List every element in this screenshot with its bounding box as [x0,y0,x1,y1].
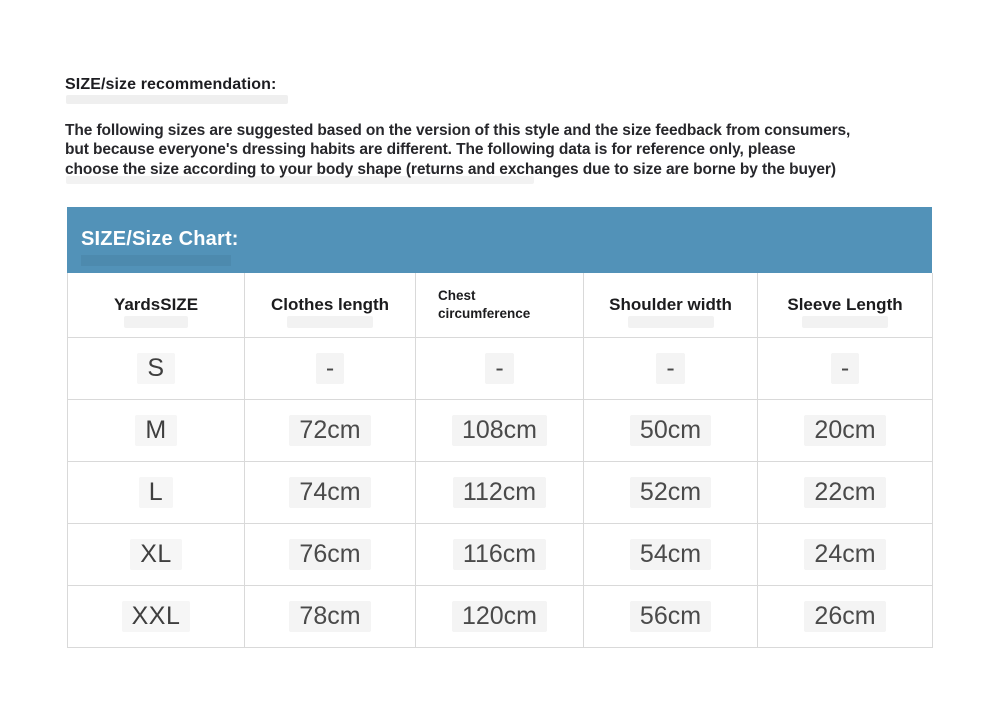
size-cell: XL [68,524,245,586]
column-header-chest-circumference [416,273,584,338]
value-cell: 56cm [584,586,758,648]
size-chart-title-bar [67,207,932,273]
translation-ghost [124,316,188,328]
value-cell: 52cm [584,462,758,524]
value-cell: - [245,338,416,400]
size-chart-title: SIZE/Size Chart: [81,228,239,250]
table-row-s [68,338,933,400]
translation-ghost [287,316,373,328]
description-line: choose the size according to your body shape (returns and exchanges due to size are borne by the buyer) [65,160,836,178]
value-cell: 72cm [245,400,416,462]
value-cell: 78cm [245,586,416,648]
table-row-l [68,462,933,524]
value-cell: 26cm [758,586,933,648]
value-cell: - [758,338,933,400]
value-cell: 24cm [758,524,933,586]
size-description [65,121,965,179]
table-header-row [68,273,933,338]
value-cell: 54cm [584,524,758,586]
translation-ghost [81,255,231,266]
size-cell: S [68,338,245,400]
value-cell: 108cm [416,400,584,462]
description-line: The following sizes are suggested based on the version of this style and the size feedback from consumers, [65,122,851,139]
column-header-yards-size [68,273,245,338]
value-cell: 50cm [584,400,758,462]
column-header-clothes-length [245,273,416,338]
column-header-shoulder-width [584,273,758,338]
size-cell: XXL [68,586,245,648]
value-cell: - [416,338,584,400]
value-cell: 76cm [245,524,416,586]
translation-ghost [802,316,888,328]
size-cell: L [68,462,245,524]
value-cell: 120cm [416,586,584,648]
column-header-label: Sleeve Length [787,295,903,314]
table-row-xl [68,524,933,586]
value-cell: 22cm [758,462,933,524]
description-line: but because everyone's dressing habits are different. The following data is for reference only, please [65,141,796,159]
table-row-m [68,400,933,462]
column-header-label: Shoulder width [609,295,732,314]
value-cell: - [584,338,758,400]
translation-ghost [628,316,714,328]
page-title: SIZE/size recommendation: [65,76,277,93]
column-header-label: YardsSIZE [113,295,199,314]
translation-ghost [66,95,288,104]
column-header-sleeve-length [758,273,933,338]
size-chart-table [67,273,933,648]
column-header-label: Chest circumference [438,288,531,321]
value-cell: 116cm [416,524,584,586]
value-cell: 112cm [416,462,584,524]
size-cell: M [68,400,245,462]
value-cell: 20cm [758,400,933,462]
value-cell: 74cm [245,462,416,524]
column-header-label: Clothes length [270,295,390,314]
table-row-xxl [68,586,933,648]
